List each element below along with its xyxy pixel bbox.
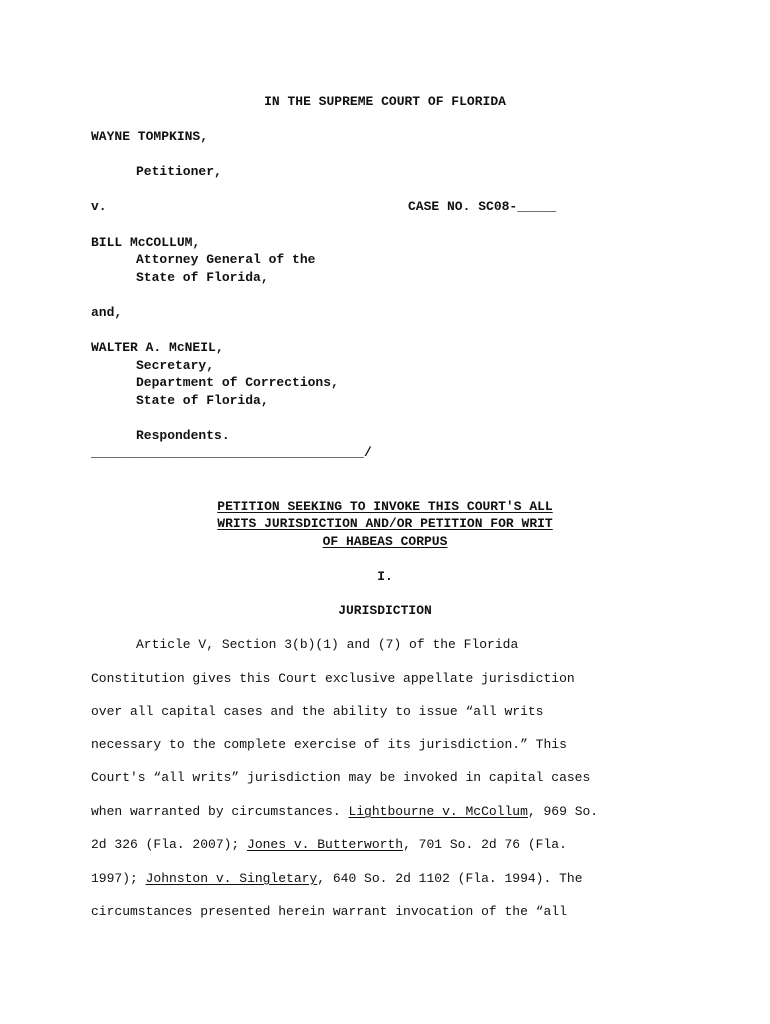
body-line-1: Article V, Section 3(b)(1) and (7) of the Florida [136, 637, 519, 652]
petition-title-line1: PETITION SEEKING TO INVOKE THIS COURT'S ALL [217, 499, 553, 514]
section-number: I. [377, 569, 393, 584]
petitioner-role: Petitioner, [136, 164, 222, 179]
court-title: IN THE SUPREME COURT OF FLORIDA [264, 94, 506, 109]
body-line-9: circumstances presented herein warrant invocation of the “all [91, 904, 567, 919]
body-line-6-text: when warranted by circumstances. [91, 804, 349, 819]
respondent2-title-line2: Department of Corrections, [136, 375, 339, 390]
respondent1-title-line2: State of Florida, [136, 270, 269, 285]
and-conjunction: and, [91, 305, 123, 320]
case-citation-jones: Jones v. Butterworth [247, 837, 404, 852]
body-line-8 [91, 871, 583, 887]
respondent2-title-line1: Secretary, [136, 358, 215, 373]
case-citation-johnston: Johnston v. Singletary [145, 871, 318, 886]
petition-title-line2: WRITS JURISDICTION AND/OR PETITION FOR WRIT [217, 516, 553, 531]
respondents-label: Respondents. [136, 428, 230, 443]
body-line-8-cite: , 640 So. 2d 1102 (Fla. 1994). The [317, 871, 583, 886]
body-line-7-cite: , 701 So. 2d 76 (Fla. [403, 837, 567, 852]
petitioner-name: WAYNE TOMPKINS, [91, 129, 209, 144]
case-number: CASE NO. SC08-_____ [408, 199, 557, 214]
body-line-3: over all capital cases and the ability to issue “all writs [91, 704, 544, 719]
respondent2-name: WALTER A. McNEIL, [91, 340, 224, 355]
respondent1-name: BILL McCOLLUM, [91, 235, 201, 250]
body-line-7 [91, 837, 567, 853]
case-citation-lightbourne: Lightbourne v. McCollum [348, 804, 528, 819]
petition-title-line3: OF HABEAS CORPUS [322, 534, 448, 549]
respondent1-title-line1: Attorney General of the [136, 252, 316, 267]
body-line-5: Court's “all writs” jurisdiction may be invoked in capital cases [91, 770, 591, 785]
body-line-4: necessary to the complete exercise of its jurisdiction.” This [91, 737, 567, 752]
body-line-8-text: 1997); [91, 871, 146, 886]
caption-rule: ___________________________________/ [91, 445, 372, 460]
body-line-7-text: 2d 326 (Fla. 2007); [91, 837, 248, 852]
respondent2-title-line3: State of Florida, [136, 393, 269, 408]
section-heading: JURISDICTION [338, 603, 432, 618]
body-line-2: Constitution gives this Court exclusive appellate jurisdiction [91, 671, 575, 686]
body-line-6-cite: , 969 So. [527, 804, 599, 819]
body-line-6 [91, 804, 598, 820]
versus: v. [91, 199, 107, 214]
